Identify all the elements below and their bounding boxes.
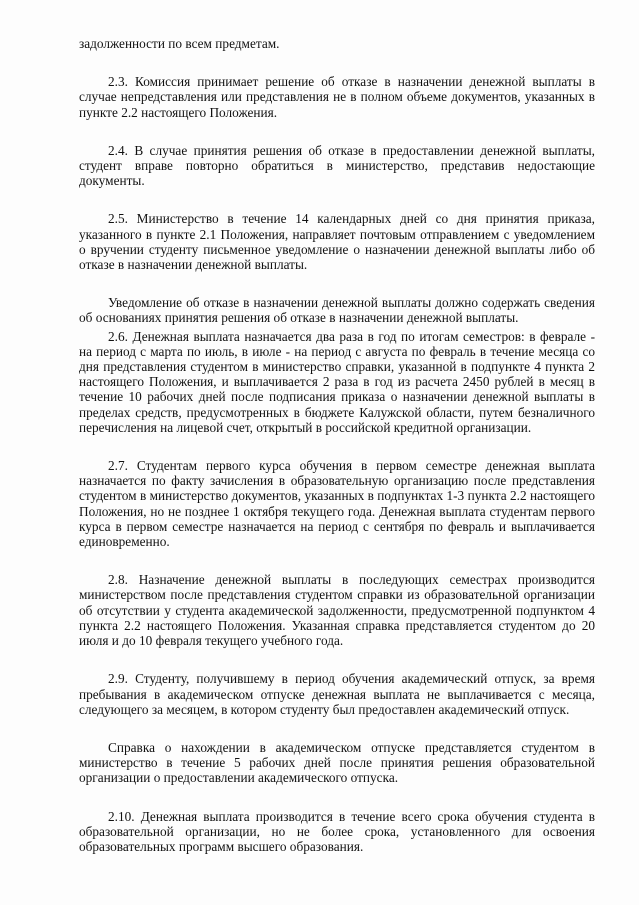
paragraph-academic-leave-certificate: Справка о нахождении в академическом отпуске представляется студентом в министерство в течение 5 рабочих дней после принятия решения образовательной организации о предоставлении академического отпуска. xyxy=(79,739,595,786)
paragraph-2-6: 2.6. Денежная выплата назначается два раза в год по итогам семестров: в феврале - на период с марта по июль, в июле - на период с августа по февраль в течение месяца со дня представления студентом в министерство справки, указанной в подпункте 4 пункта 2 настоящего Положения, и выплачивается 2 раза в год из расчета 2450 рублей в месяц в течение 10 рабочих дней после подписания приказа о назначении денежной выплаты в пределах средств, предусмотренных в бюджете Калужской области, путем безналичного перечисления на лицевой счет, открытый в российской кредитной организации. xyxy=(79,328,595,435)
paragraph-2-10: 2.10. Денежная выплата производится в течение всего срока обучения студента в образовательной организации, но не более срока, установленного для освоения образовательных программ высшего образования. xyxy=(79,808,595,854)
paragraph-continuation: задолженности по всем предметам. xyxy=(79,36,280,51)
paragraph-2-5: 2.5. Министерство в течение 14 календарных дней со дня принятия приказа, указанного в пункте 2.1 Положения, направляет почтовым отправлением с уведомлением о вручении студенту письменное уведомление о назначении денежной выплаты либо об отказе в назначении денежной выплаты. xyxy=(79,211,595,273)
paragraph-2-4: 2.4. В случае принятия решения об отказе в предоставлении денежной выплаты, студент вправе повторно обратиться в министерство, представив недостающие документы. xyxy=(79,142,595,189)
paragraph-2-9: 2.9. Студенту, получившему в период обучения академический отпуск, за время пребывания в академическом отпуске денежная выплата не выплачивается с месяца, следующего за месяцем, в котором студенту был предоставлен академический отпуск. xyxy=(79,671,595,717)
paragraph-2-3: 2.3. Комиссия принимает решение об отказе в назначении денежной выплаты в случае непредставления или представления не в полном объеме документов, указанных в пункте 2.2 настоящего Положения. xyxy=(79,74,595,120)
paragraph-2-7: 2.7. Студентам первого курса обучения в первом семестре денежная выплата назначается по факту зачисления в образовательную организацию после представления студентом в министерство документов, указанных в подпунктах 1-3 пункта 2.2 настоящего Положения, но не позднее 1 октября текущего года. Денежная выплата студентам первого курса в первом семестре назначается на период с сентября по февраль и выплачивается единовременно. xyxy=(79,458,595,550)
paragraph-2-8: 2.8. Назначение денежной выплаты в последующих семестрах производится министерством после представления студентом справки из образовательной организации об отсутствии у студента академической задолженности, предусмотренной подпунктом 4 пункта 2.2 настоящего Положения. Указанная справка представляется студентом до 20 июля и до 10 февраля текущего учебного года. xyxy=(79,572,595,649)
paragraph-refusal-notice: Уведомление об отказе в назначении денежной выплаты должно содержать сведения об основаниях принятия решения об отказе в назначении денежной выплаты. xyxy=(79,295,595,326)
